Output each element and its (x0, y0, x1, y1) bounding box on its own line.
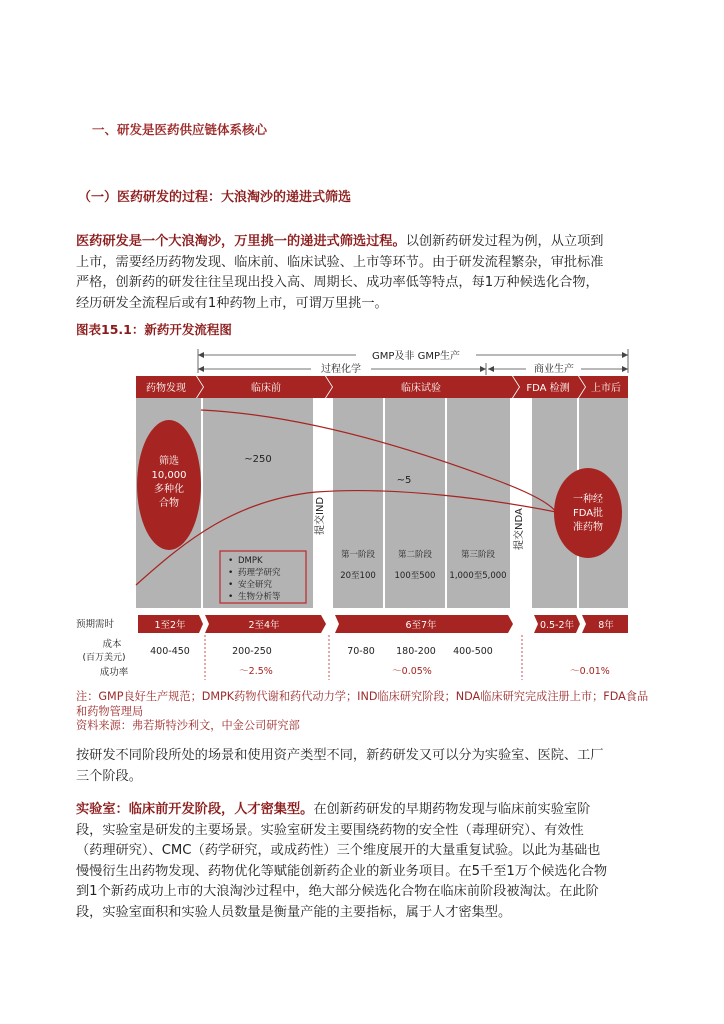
timeline-row (76, 615, 628, 633)
circle-text: 筛选 (159, 456, 179, 467)
subsection-heading: （一）医药研发的过程：大浪淘沙的递进式筛选 (78, 190, 352, 205)
paragraph-line: 按研发不同阶段所处的场景和使用资产类型不同，新药研发又可以分为实验室、医院、工厂 (76, 748, 604, 763)
phase-name: 第一阶段 (340, 550, 376, 560)
cost-value: 180-200 (396, 646, 436, 657)
drug-development-flowchart (76, 340, 656, 685)
phase-name: 第二阶段 (397, 550, 433, 560)
phase-count: 100至500 (394, 571, 436, 581)
stage-label: 临床试验 (401, 383, 441, 394)
circle-text: FDA批 (572, 508, 604, 519)
timeline-value: 6至7年 (405, 620, 437, 631)
success-value: ～0.01% (570, 666, 610, 677)
count-5: ~5 (396, 475, 412, 486)
ind-submission-label: 提交IND (315, 496, 326, 535)
success-value: ～0.05% (392, 666, 432, 677)
cost-value: 400-450 (150, 646, 190, 657)
paragraph-line: 段，实验室面积和实验人员数量是衡量产能的主要指标，属于人才密集型。 (76, 904, 512, 920)
cost-row (82, 638, 492, 663)
paragraph-line: 到1个新药成功上市的大浪淘沙过程中，绝大部分候选化合物在临床前阶段被淘汰。在此阶 (76, 884, 599, 899)
circle-text: 多种化 (154, 484, 184, 495)
circle-text: 一种经 (573, 494, 603, 505)
paragraph-line: 段，实验室是研发的主要场景。实验室研发主要围绕药物的安全性（毒理研究）、有效性 (76, 822, 584, 838)
stage-header (136, 376, 628, 398)
timeline-value: 2至4年 (248, 620, 280, 631)
svg-text:•: • (228, 580, 234, 590)
stage-label: 药物发现 (146, 383, 186, 394)
process-chemistry-arrow (198, 362, 486, 376)
commercial-label: 商业生产 (534, 364, 574, 375)
svg-text:•: • (228, 592, 234, 602)
timeline-value: 8年 (598, 620, 614, 631)
section-heading: 一、研发是医药供应链体系核心 (92, 122, 268, 137)
success-label: 成功率 (99, 667, 129, 678)
svg-text:•: • (228, 556, 234, 566)
cost-label: 成本 (102, 639, 122, 650)
commercial-arrow (488, 362, 628, 376)
box-item: DMPK (238, 556, 263, 566)
stage-label: 临床前 (251, 383, 281, 394)
gmp-label: GMP及非 GMP生产 (372, 351, 460, 362)
cost-value: 70-80 (347, 646, 375, 657)
cost-unit: (百万美元) (82, 653, 126, 663)
paragraph-laboratory (76, 800, 654, 923)
paragraph-line: （药理研究）、CMC（药学研究，或成药性）三个维度展开的大量重复试验。以此为基础也 (76, 843, 601, 858)
cost-value: 400-500 (453, 646, 493, 657)
phase-count: 1,000至5,000 (449, 571, 507, 581)
phase-count: 20至100 (340, 571, 376, 581)
process-chem-label: 过程化学 (321, 364, 361, 375)
stage-label: 上市后 (591, 383, 621, 394)
phase-name: 第三阶段 (460, 550, 496, 560)
count-250: ~250 (244, 454, 272, 465)
stage-columns (136, 398, 628, 608)
timeline-label: 预期需时 (76, 619, 115, 630)
success-rate-row (100, 666, 610, 678)
paragraph-stages (76, 746, 654, 787)
svg-text:•: • (228, 568, 234, 578)
paragraph-line: 慢慢衍生出药物发现、药物优化等赋能创新药企业的新业务项目。在5千至1万个候选化合物 (76, 863, 608, 879)
paragraph-line: 在创新药研发的早期药物发现与临床前实验室阶 (313, 802, 591, 817)
paragraph-line: 三个阶段。 (76, 768, 142, 784)
circle-text: 合物 (159, 498, 179, 509)
paragraph-laboratory-lead: 实验室：临床前开发阶段，人才密集型。 (76, 802, 314, 817)
box-item: 药理学研究 (238, 568, 281, 578)
paragraph-intro-lead: 医药研发是一个大浪淘沙，万里挑一的递进式筛选过程。 (76, 234, 406, 249)
figure-source: 资料来源：弗若斯特沙利文，中金公司研究部 (76, 719, 300, 732)
circle-text: 10,000 (151, 470, 187, 481)
nda-submission-label: 提交NDA (514, 508, 525, 550)
success-value: ～2.5% (239, 666, 273, 677)
box-item: 生物分析等 (238, 592, 281, 602)
paragraph-line: 经历研发全流程后或有1种药物上市，可谓万里挑一。 (76, 295, 388, 311)
paragraph-line: 上市，需要经历药物发现、临床前、临床试验、上市等环节。由于研发流程繁杂，审批标准 (76, 254, 604, 270)
paragraph-line: 严格，创新药的研发往往呈现出投入高、周期长、成功率低等特点，每1万种候选化合物， (76, 275, 599, 290)
figure-note: 注：GMP良好生产规范；DMPK药物代谢和药代动力学；IND临床研究阶段；NDA临床研究完成注册上市；FDA食品和药物管理局 (76, 690, 649, 718)
stage-label: FDA 检测 (526, 383, 570, 394)
timeline-value: 0.5-2年 (539, 620, 575, 631)
paragraph-intro (76, 232, 654, 314)
paragraph-line: 以创新药研发过程为例，从立项到 (405, 234, 604, 249)
box-item: 安全研究 (238, 580, 273, 590)
cost-value: 200-250 (232, 646, 272, 657)
timeline-value: 1至2年 (154, 620, 186, 631)
circle-text: 准药物 (573, 522, 603, 533)
figure-title: 图表15.1：新药开发流程图 (76, 322, 232, 337)
